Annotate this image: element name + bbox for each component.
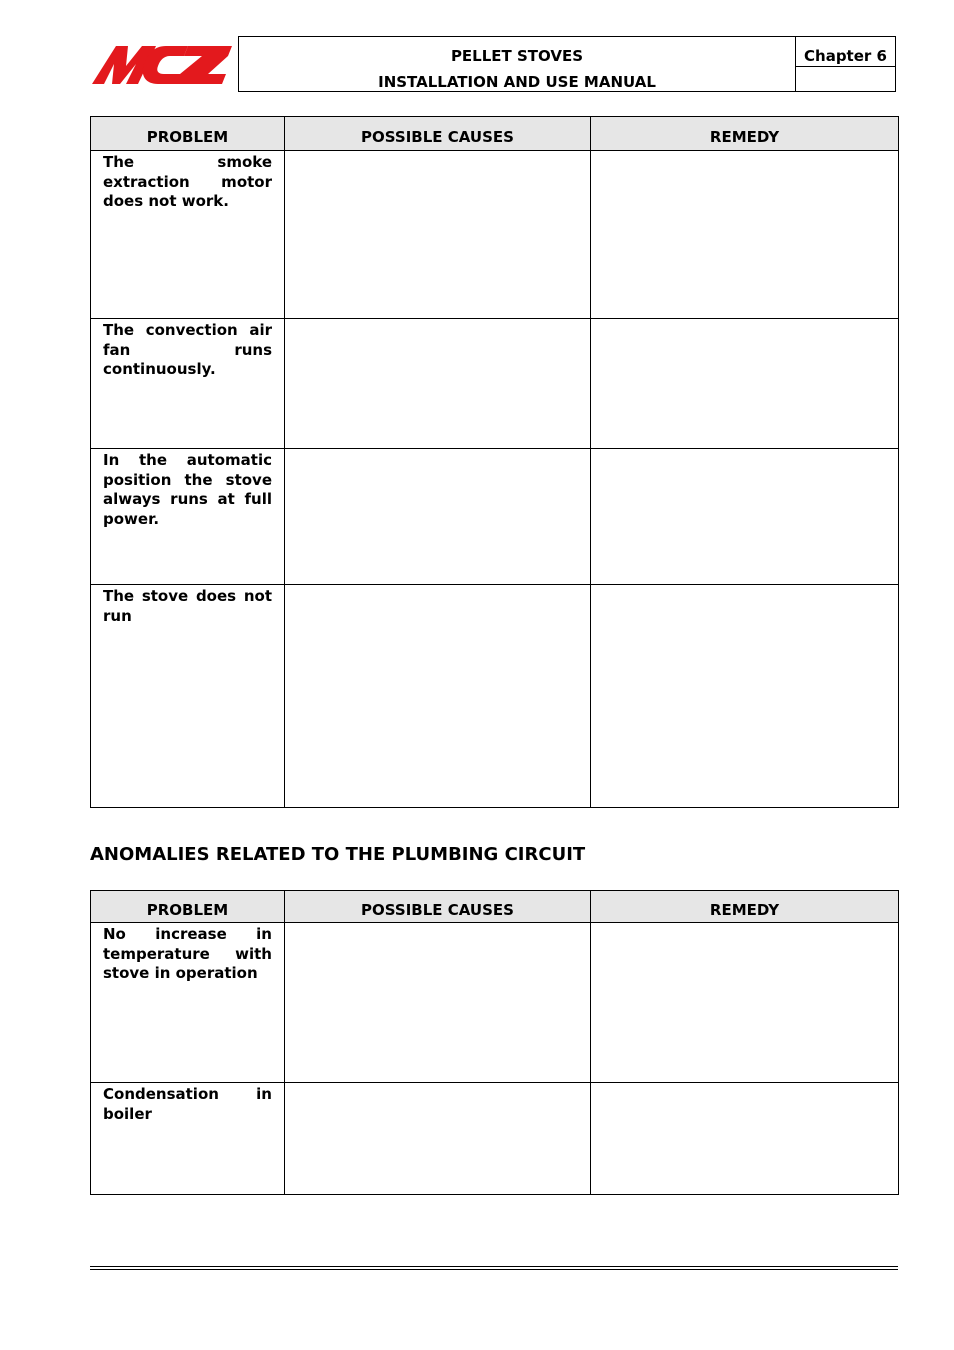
column-header-causes: POSSIBLE CAUSES [285, 117, 591, 151]
table-row [91, 585, 899, 808]
causes-cell [285, 151, 591, 319]
problem-text: Condensation in boiler [103, 1085, 272, 1123]
remedy-cell [591, 923, 899, 1083]
remedy-cell [591, 585, 899, 808]
table-row [91, 449, 899, 585]
column-header-problem: PROBLEM [91, 117, 285, 151]
manual-title-line2: INSTALLATION AND USE MANUAL [378, 73, 656, 91]
problem-text: No increase in temperature with stove in operation [103, 925, 272, 982]
table-row [91, 151, 899, 319]
chapter-label: Chapter 6 [796, 37, 895, 67]
causes-cell [285, 449, 591, 585]
troubleshooting-table [90, 116, 899, 808]
problem-cell [91, 1083, 285, 1195]
problem-text: The stove does not run [103, 587, 272, 625]
manual-title-cell [239, 37, 796, 91]
section-heading: ANOMALIES RELATED TO THE PLUMBING CIRCUIT [90, 844, 586, 865]
remedy-cell [591, 449, 899, 585]
footer-rule [90, 1266, 898, 1270]
causes-cell [285, 1083, 591, 1195]
problem-cell [91, 585, 285, 808]
remedy-cell [591, 151, 899, 319]
plumbing-troubleshooting-table [90, 890, 899, 1195]
manual-title-line1: PELLET STOVES [450, 47, 584, 65]
table-header-row [91, 891, 899, 923]
table-row [91, 319, 899, 449]
problem-text: The convection air fan runs continuously. [103, 321, 272, 378]
problem-cell [91, 319, 285, 449]
problem-cell [91, 449, 285, 585]
problem-text: In the automatic position the stove always runs at full power. [103, 451, 272, 528]
column-header-remedy: REMEDY [591, 117, 899, 151]
causes-cell [285, 319, 591, 449]
causes-cell [285, 585, 591, 808]
problem-cell [91, 151, 285, 319]
problem-text: The smoke extraction motor does not work. [103, 153, 272, 210]
column-header-causes: POSSIBLE CAUSES [285, 891, 591, 923]
table-header-row [91, 117, 899, 151]
header-box [238, 36, 896, 92]
problem-cell [91, 923, 285, 1083]
remedy-cell [591, 1083, 899, 1195]
column-header-problem: PROBLEM [91, 891, 285, 923]
table-row [91, 923, 899, 1083]
causes-cell [285, 923, 591, 1083]
column-header-remedy: REMEDY [591, 891, 899, 923]
mcz-logo [92, 44, 232, 86]
remedy-cell [591, 319, 899, 449]
chapter-empty-cell [796, 67, 895, 91]
table-row [91, 1083, 899, 1195]
